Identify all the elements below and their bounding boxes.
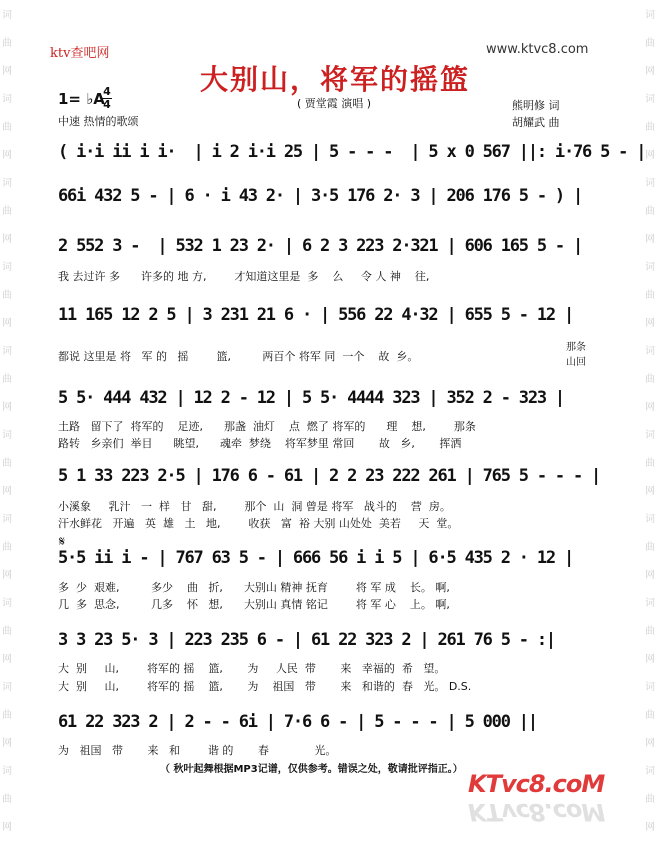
notes: 5·5 ii i - | 767 63 5 - | 666 56 i i 5 | 6·5 435 2 · 12 | — [58, 548, 573, 568]
side-watermark-char: 网 — [2, 654, 12, 665]
side-watermark-char: 曲 — [645, 122, 655, 133]
side-watermark-char: 网 — [2, 234, 12, 245]
notes: 66i 432 5 - | 6 · i 43 2· | 3·5 176 2· 3 | 206 176 5 - ) | — [58, 186, 583, 206]
side-watermark-left — [0, 0, 14, 859]
side-watermark-char: 曲 — [645, 458, 655, 469]
side-watermark-char: 网 — [645, 654, 655, 665]
side-watermark-char: 曲 — [2, 122, 12, 133]
side-watermark-char: 网 — [645, 486, 655, 497]
side-watermark-char: 曲 — [645, 206, 655, 217]
side-watermark-char: 词 — [645, 766, 655, 777]
side-watermark-char: 网 — [2, 570, 12, 581]
watermark-reflection: KTvc8.coM — [468, 798, 605, 826]
score-row-7 — [58, 548, 606, 578]
side-watermark-char: 曲 — [2, 626, 12, 637]
score-row-3 — [58, 236, 606, 266]
lyricist: 熊明修 词 — [512, 99, 560, 112]
score-row-5 — [58, 388, 606, 418]
side-watermark-char: 曲 — [645, 710, 655, 721]
side-watermark-char: 词 — [2, 598, 12, 609]
side-watermark-right — [643, 0, 657, 859]
segno-icon: 𝄋 — [59, 534, 66, 550]
score-row-6 — [58, 466, 606, 496]
side-watermark-char: 网 — [645, 570, 655, 581]
side-watermark-char: 词 — [2, 682, 12, 693]
side-watermark-char: 曲 — [2, 38, 12, 49]
notes: 5 1 33 223 2·5 | 176 6 - 61 | 2 2 23 222 261 | 765 5 - - - | — [58, 466, 601, 486]
side-watermark-char: 网 — [645, 234, 655, 245]
side-watermark-char: 曲 — [645, 290, 655, 301]
side-watermark-char: 曲 — [645, 626, 655, 637]
side-watermark-char: 网 — [645, 402, 655, 413]
side-watermark-char: 曲 — [2, 794, 12, 805]
side-watermark-char: 词 — [2, 346, 12, 357]
side-watermark-char: 词 — [2, 514, 12, 525]
side-watermark-char: 网 — [2, 150, 12, 161]
side-watermark-char: 曲 — [645, 374, 655, 385]
side-watermark-char: 曲 — [2, 710, 12, 721]
side-watermark-char: 词 — [645, 514, 655, 525]
notes: ( i·i ii i i· | i 2 i·i 25 | 5 - - - | 5 x 0 567 ||: i·76 5 - | — [58, 142, 646, 162]
side-watermark-char: 词 — [645, 346, 655, 357]
side-watermark-char: 网 — [645, 822, 655, 833]
side-watermark-char: 曲 — [2, 458, 12, 469]
side-watermark-char: 词 — [645, 682, 655, 693]
side-watermark-char: 词 — [645, 94, 655, 105]
verse-marker-2: 山回 — [566, 357, 586, 368]
side-watermark-char: 曲 — [2, 542, 12, 553]
side-watermark-char: 曲 — [2, 290, 12, 301]
time-bottom: 4 — [103, 98, 111, 111]
lyric-line: 多 少 艰难, 多少 曲 折, 大别山 精神 抚育 将 军 成 长。 啊, — [58, 581, 450, 594]
score-row-9 — [58, 712, 606, 742]
side-watermark-char: 网 — [2, 738, 12, 749]
brand-url: www.ktvc8.com — [486, 42, 589, 57]
side-watermark-char: 词 — [2, 178, 12, 189]
lyric-line: 几 多 思念, 几多 怀 想, 大别山 真情 铭记 将 军 心 上。 啊, — [58, 598, 450, 611]
notes: 11 165 12 2 5 | 3 231 21 6 · | 556 22 4·32 | 655 5 - 12 | — [58, 305, 573, 325]
brand-left: ktv查吧网 — [50, 46, 110, 61]
side-watermark-char: 网 — [2, 822, 12, 833]
time-signature — [102, 86, 112, 111]
time-top: 4 — [103, 85, 111, 98]
score-row-4 — [58, 305, 606, 335]
score-row-2 — [58, 186, 606, 216]
notes: 3 3 23 5· 3 | 223 235 6 - | 61 22 323 2 | 261 76 5 - :| — [58, 630, 555, 650]
lyric-line: 土路 留下了 将军的 足迹, 那盏 油灯 点 燃了 将军的 理 想, 那条 — [58, 420, 476, 433]
side-watermark-char: 网 — [2, 486, 12, 497]
side-watermark-char: 曲 — [645, 542, 655, 553]
side-watermark-char: 词 — [2, 430, 12, 441]
side-watermark-char: 词 — [645, 262, 655, 273]
side-watermark-char: 网 — [645, 66, 655, 77]
side-watermark-char: 网 — [645, 738, 655, 749]
side-watermark-char: 网 — [2, 402, 12, 413]
composer: 胡耀武 曲 — [512, 116, 560, 129]
score-row-8 — [58, 630, 606, 660]
side-watermark-char: 曲 — [2, 374, 12, 385]
lyric-line: 为 祖国 带 来 和 谐 的 春 光。 — [58, 744, 337, 757]
verse-marker-1: 那条 — [566, 342, 586, 353]
side-watermark-char: 曲 — [645, 794, 655, 805]
side-watermark-char: 网 — [2, 318, 12, 329]
side-watermark-char: 网 — [2, 66, 12, 77]
lyric-line: 大 别 山, 将军的 摇 篮, 为 人民 带 来 幸福的 希 望。 — [58, 662, 446, 675]
side-watermark-char: 词 — [645, 10, 655, 21]
footer-note: （ 秋叶起舞根据MP3记谱，仅供参考。错误之处，敬请批评指正。） — [160, 764, 463, 775]
score-row-1 — [58, 142, 646, 172]
watermark-logo: KTvc8.coM — [468, 770, 605, 798]
side-watermark-char: 词 — [2, 10, 12, 21]
lyric-line: 大 别 山, 将军的 摇 篮, 为 祖国 带 来 和谐的 春 光。 D.S. — [58, 680, 472, 693]
side-watermark-char: 词 — [2, 94, 12, 105]
side-watermark-char: 词 — [2, 766, 12, 777]
side-watermark-char: 词 — [645, 598, 655, 609]
side-watermark-char: 词 — [2, 262, 12, 273]
side-watermark-char: 词 — [645, 178, 655, 189]
song-title: 大别山，将军的摇篮 — [200, 63, 471, 96]
side-watermark-char: 网 — [645, 318, 655, 329]
key-signature: 1= ♭A — [58, 90, 105, 108]
lyric-line: 路转 乡亲们 举目 眺望, 魂牵 梦绕 将军梦里 常回 故 乡, 挥洒 — [58, 437, 462, 450]
lyric-line: 汗水鲜花 开遍 英 雄 土 地, 收获 富 裕 大别 山处处 美若 天 堂。 — [58, 517, 459, 530]
side-watermark-char: 曲 — [645, 38, 655, 49]
lyric-line: 我 去过许 多 许多的 地 方, 才知道这里是 多 么 令 人 神 往, — [58, 270, 430, 283]
side-watermark-char: 网 — [645, 150, 655, 161]
notes: 61 22 323 2 | 2 - - 6i | 7·6 6 - | 5 - - - | 5 000 || — [58, 712, 537, 732]
notes: 5 5· 444 432 | 12 2 - 12 | 5 5· 4444 323 | 352 2 - 323 | — [58, 388, 564, 408]
lyric-line: 都说 这里是 将 军 的 摇 篮, 两百个 将军 同 一个 故 乡。 — [58, 350, 419, 363]
side-watermark-char: 曲 — [2, 206, 12, 217]
singer: ( 贾堂霞 演唱 ) — [297, 97, 372, 110]
side-watermark-char: 词 — [645, 430, 655, 441]
tempo-mark: 中速 热情的歌颂 — [58, 115, 139, 128]
notes: 2 552 3 - | 532 1 23 2· | 6 2 3 223 2·321 | 606 165 5 - | — [58, 236, 583, 256]
lyric-line: 小溪象 乳汁 一 样 甘 甜, 那个 山 洞 曾是 将军 战斗的 营 房。 — [58, 500, 451, 513]
